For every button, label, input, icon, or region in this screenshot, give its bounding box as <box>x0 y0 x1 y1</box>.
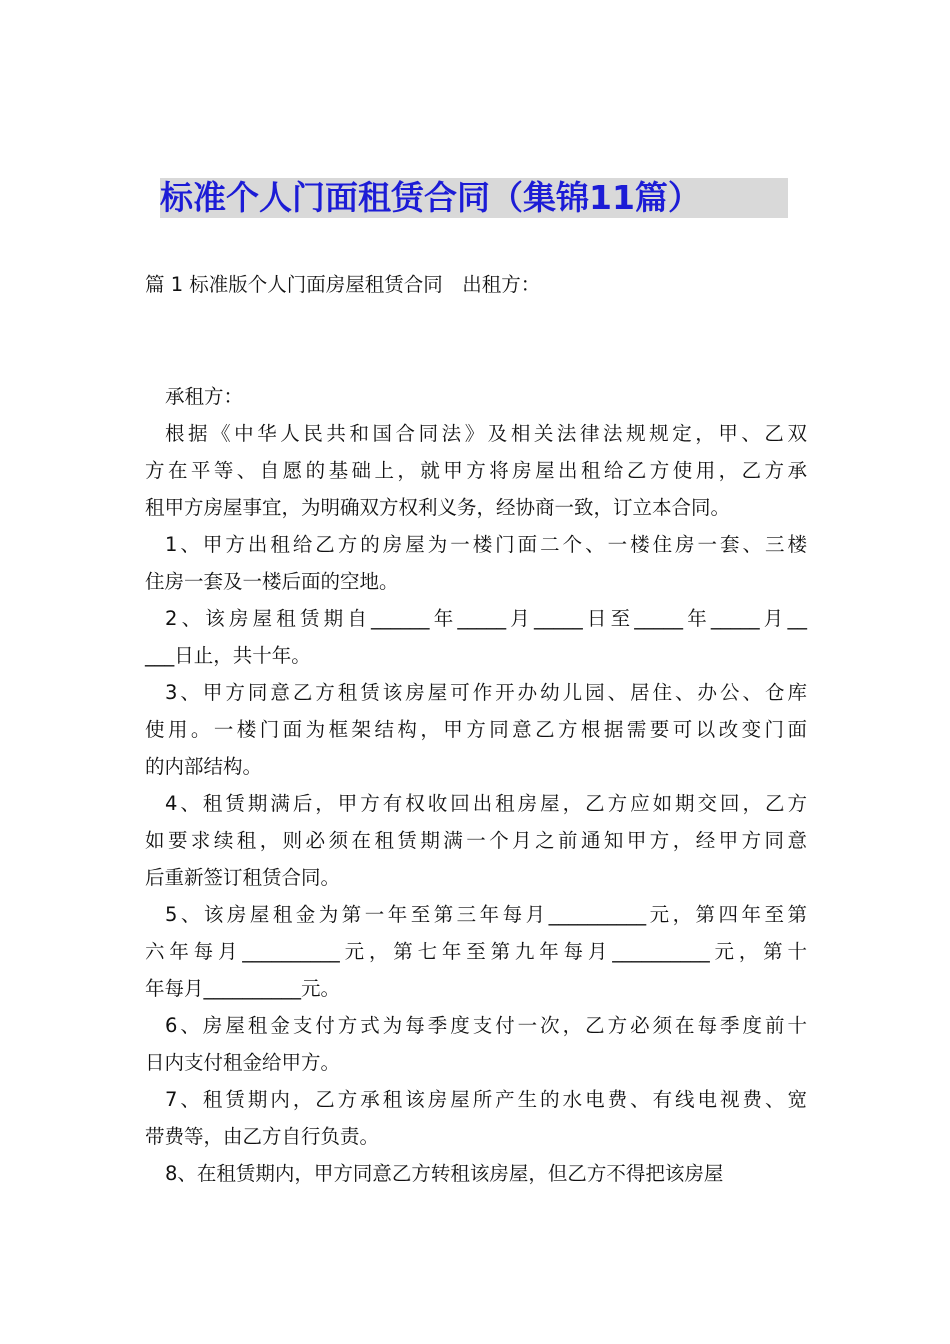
paragraph-line: 4、租赁期满后，甲方有权收回出租房屋，乙方应如期交回，乙方 <box>165 792 807 815</box>
paragraph-line: 1、甲方出租给乙方的房屋为一楼门面二个、一楼住房一套、三楼 <box>165 533 807 556</box>
paragraph-line: 后重新签订租赁合同。 <box>145 866 341 889</box>
paragraph <box>145 600 807 674</box>
paragraph-line: 8、在租赁期内，甲方同意乙方转租该房屋，但乙方不得把该房屋 <box>165 1162 724 1185</box>
paragraph-line: 租甲方房屋事宜，为明确双方权利义务，经协商一致，订立本合同。 <box>145 496 731 519</box>
section-heading: 篇 1 标准版个人门面房屋租赁合同 出租方： <box>145 273 541 296</box>
paragraph-line: ___日止，共十年。 <box>145 644 311 667</box>
document-title: 标准个人门面租赁合同（集锦11篇） <box>160 178 788 218</box>
paragraph-line: 六年每月__________元，第七年至第九年每月__________元，第十 <box>145 940 807 963</box>
paragraph-line: 方在平等、自愿的基础上，就甲方将房屋出租给乙方使用，乙方承 <box>145 459 807 482</box>
paragraph-line: 2、该房屋租赁期自______年_____月_____日至_____年_____月__ <box>165 607 807 630</box>
document-body <box>145 378 807 1192</box>
paragraph-line: 的内部结构。 <box>145 755 263 778</box>
paragraph <box>145 526 807 600</box>
paragraph-line: 6、房屋租金支付方式为每季度支付一次，乙方必须在每季度前十 <box>165 1014 807 1037</box>
paragraph-line: 5、该房屋租金为第一年至第三年每月__________元，第四年至第 <box>165 903 807 926</box>
paragraph <box>145 1155 807 1192</box>
paragraph-line: 7、租赁期内，乙方承租该房屋所产生的水电费、有线电视费、宽 <box>165 1088 807 1111</box>
paragraph <box>145 896 807 1007</box>
paragraph <box>145 785 807 896</box>
paragraph <box>145 378 807 415</box>
paragraph <box>145 674 807 785</box>
paragraph-line: 3、甲方同意乙方租赁该房屋可作开办幼儿园、居住、办公、仓库 <box>165 681 807 704</box>
paragraph-line: 承租方： <box>165 385 244 408</box>
paragraph-line: 住房一套及一楼后面的空地。 <box>145 570 399 593</box>
paragraph <box>145 1007 807 1081</box>
paragraph-line: 年每月__________元。 <box>145 977 341 1000</box>
paragraph-line: 如要求续租，则必须在租赁期满一个月之前通知甲方，经甲方同意 <box>145 829 807 852</box>
paragraph <box>145 415 807 526</box>
paragraph-line: 使用。一楼门面为框架结构，甲方同意乙方根据需要可以改变门面 <box>145 718 807 741</box>
paragraph-line: 带费等，由乙方自行负责。 <box>145 1125 380 1148</box>
paragraph <box>145 1081 807 1155</box>
paragraph-line: 根据《中华人民共和国合同法》及相关法律法规规定，甲、乙双 <box>165 422 807 445</box>
paragraph-line: 日内支付租金给甲方。 <box>145 1051 341 1074</box>
